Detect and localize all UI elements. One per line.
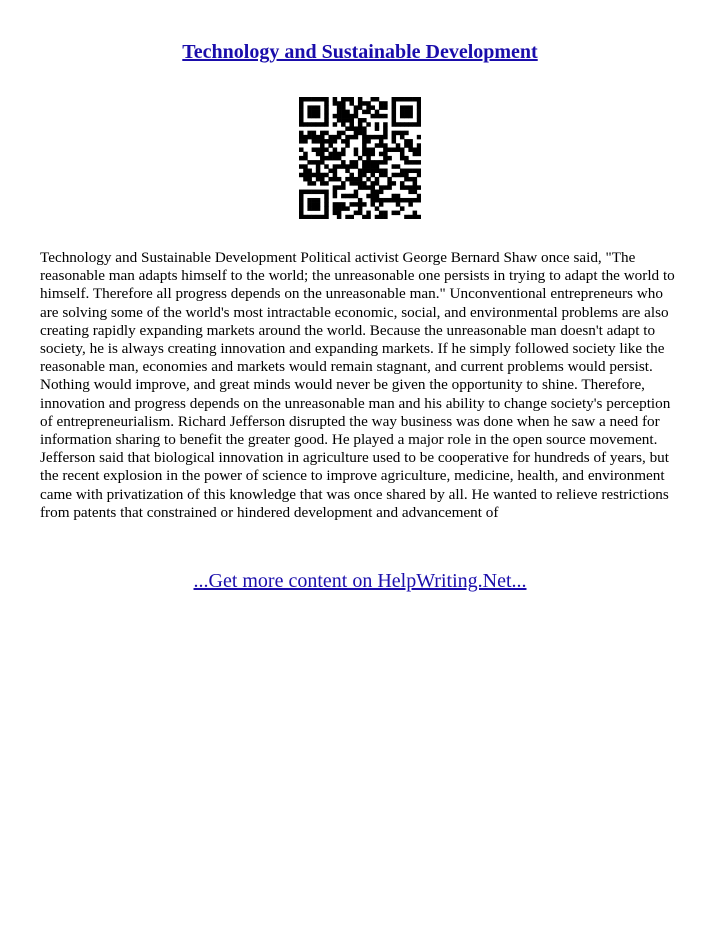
page-title[interactable]: Technology and Sustainable Development [182, 41, 538, 63]
qr-code-icon [299, 97, 421, 219]
body-paragraph: Technology and Sustainable Development Political activist George Bernard Shaw once said, "The reasonable man adapts himself to the world; the unreasonable one persists in trying to adapt the world to himself. Therefore all progress depends on the unreasonable man." Unconventional entrepreneurs who are solving some of the world's most intractable economic, social, and environmental problems are also creating rapidly expanding markets around the world. Because the unreasonable man doesn't adapt to society, he is always creating innovation and expanding markets. If he simply followed society like the reasonable man, economies and markets would remain stagnant, and current problems would persist. Nothing would improve, and great minds would never be given the opportunity to shine. Therefore, innovation and progress depends on the unreasonable man and his ability to change society's perception of entrepreneurialism. Richard Jefferson disrupted the way business was done when he saw a need for information sharing to benefit the greater good. He played a major role in the open source movement. Jefferson said that biological innovation in agriculture used to be cooperative for hundreds of years, but the recent explosion in the power of science to improve agriculture, medicine, health, and environment came with privatization of this knowledge that was once shared by all. He wanted to relieve restrictions from patents that constrained or hindered development and advancement of [40, 249, 675, 521]
get-more-content-link[interactable]: ...Get more content on HelpWriting.Net... [193, 570, 527, 592]
